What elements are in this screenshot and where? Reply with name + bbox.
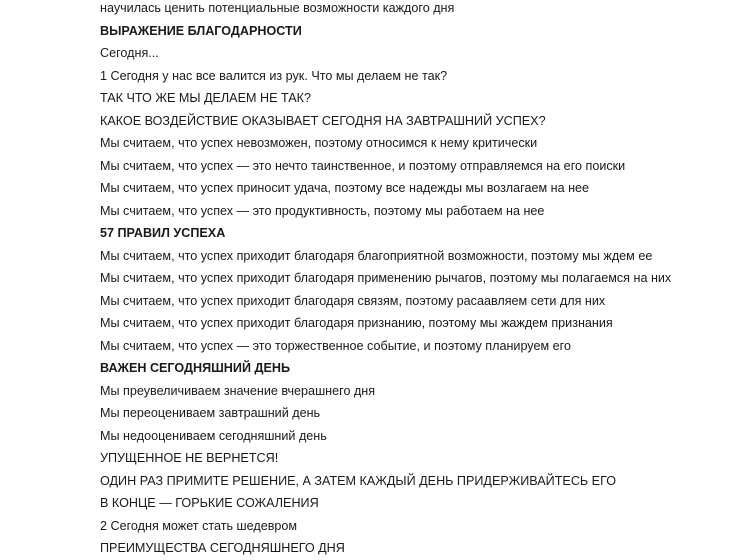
toc-entry[interactable]: КАКОЕ ВОЗДЕЙСТВИЕ ОКАЗЫВАЕТ СЕГОДНЯ НА ЗАВТРАШНИЙ УСПЕХ? — [100, 113, 546, 128]
toc-heading[interactable]: 57 ПРАВИЛ УСПЕХА — [100, 226, 226, 240]
toc-entry[interactable]: ТАК ЧТО ЖЕ МЫ ДЕЛАЕМ НЕ ТАК? — [100, 91, 311, 105]
toc-entry[interactable]: Мы считаем, что успех — это торжественное событие, и поэтому планируем его — [100, 338, 571, 353]
toc-entry[interactable]: Мы считаем, что успех — это продуктивность, поэтому мы работаем на нее — [100, 203, 545, 218]
toc-entry[interactable]: В КОНЦЕ — ГОРЬКИЕ СОЖАЛЕНИЯ — [100, 496, 319, 510]
toc-entry[interactable]: Мы считаем, что успех приносит удача, поэтому все надежды мы возлагаем на нее — [100, 181, 590, 195]
toc-entry[interactable]: Мы считаем, что успех — это нечто таинственное, и поэтому отправляемся на его поиски — [100, 158, 626, 173]
toc-entry[interactable]: Мы считаем, что успех приходит благодаря благоприятной возможности, поэтому мы ждем ее — [100, 248, 653, 263]
toc-entry[interactable]: Мы преувеличиваем значение вчерашнего дня — [100, 383, 376, 398]
toc-entry[interactable]: научилась ценить потенциальные возможности каждого дня — [100, 1, 455, 15]
toc-entry[interactable]: ПРЕИМУЩЕСТВА СЕГОДНЯШНЕГО ДНЯ — [100, 541, 345, 555]
toc-heading[interactable]: ВЫРАЖЕНИЕ БЛАГОДАРНОСТИ — [100, 23, 302, 38]
toc-entry[interactable]: Сегодня... — [100, 46, 159, 60]
toc-entry[interactable]: УПУЩЕННОЕ НЕ ВЕРНЕТСЯ! — [100, 451, 279, 465]
toc-entry[interactable]: 2 Сегодня может стать шедевром — [100, 518, 298, 533]
toc-entry[interactable]: Мы считаем, что успех невозможен, поэтому относимся к нему критически — [100, 136, 538, 150]
toc-entry[interactable]: Мы считаем, что успех приходит благодаря связям, поэтому расаавляем сети для них — [100, 293, 606, 308]
toc-entry[interactable]: Мы переоцениваем завтрашний день — [100, 406, 321, 420]
toc-entry[interactable]: 1 Сегодня у нас все валится из рук. Что мы делаем не так? — [100, 68, 448, 83]
toc-entry[interactable]: Мы считаем, что успех приходит благодаря применению рычагов, поэтому мы полагаемся на них — [100, 271, 672, 285]
toc-heading[interactable]: ВАЖЕН СЕГОДНЯШНИЙ ДЕНЬ — [100, 361, 291, 375]
toc-entry[interactable]: Мы недооцениваем сегодняшний день — [100, 428, 327, 443]
toc-entry[interactable]: ОДИН РАЗ ПРИМИТЕ РЕШЕНИЕ, А ЗАТЕМ КАЖДЫЙ ДЕНЬ ПРИДЕРЖИВАЙТЕСЬ ЕГО — [100, 473, 616, 488]
toc-entry[interactable]: Мы считаем, что успех приходит благодаря признанию, поэтому мы жаждем признания — [100, 316, 613, 330]
table-of-contents — [100, 0, 671, 560]
